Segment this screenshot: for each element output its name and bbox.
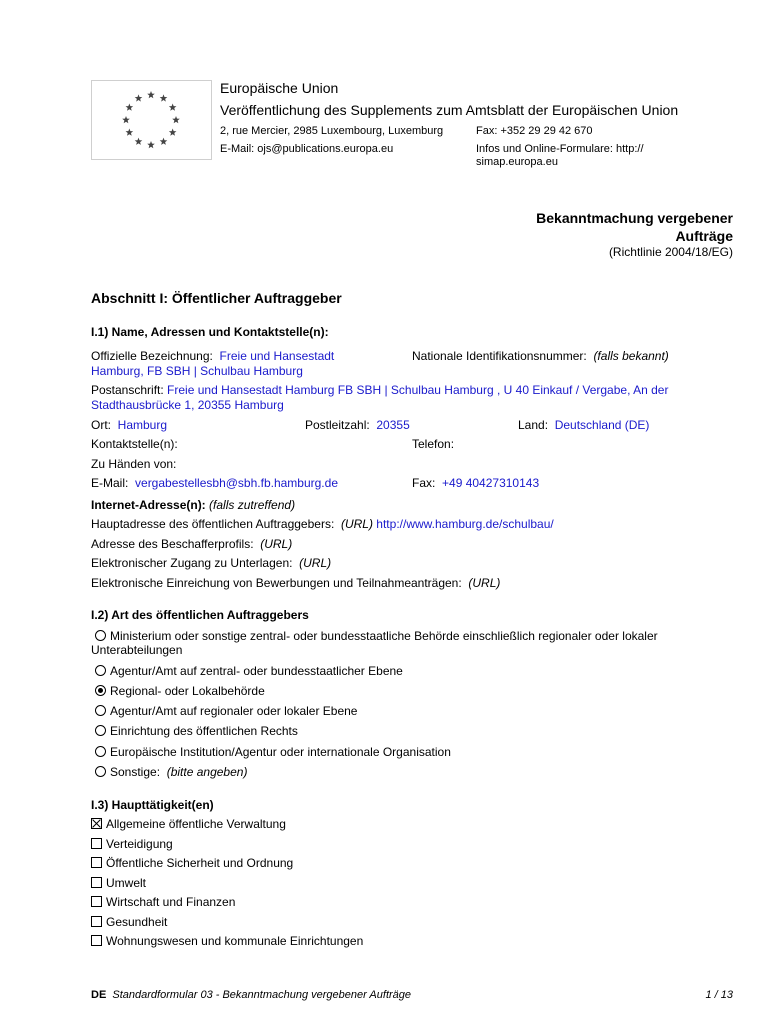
postal-address-value-cont: Stadthausbrücke 1, 20355 Hamburg — [91, 398, 284, 412]
star-icon — [147, 91, 155, 98]
internet-hint: (falls zutreffend) — [209, 498, 296, 512]
electronic-submission-label: Elektronische Einreichung von Bewerbungen und Teilnahmeanträgen: — [91, 576, 462, 590]
authority-option[interactable] — [95, 724, 298, 738]
national-id-hint: (falls bekannt) — [593, 349, 669, 363]
publisher-infos-url: simap.europa.eu — [476, 156, 558, 168]
radio-icon[interactable] — [95, 705, 106, 716]
star-icon — [160, 94, 168, 101]
activity-label: Wirtschaft und Finanzen — [106, 895, 236, 909]
authority-option[interactable] — [95, 664, 403, 678]
activity-item[interactable] — [91, 895, 235, 909]
doc-title-line1: Bekanntmachung vergebener — [536, 210, 733, 226]
country-row — [518, 418, 649, 432]
official-name-label: Offizielle Bezeichnung: — [91, 349, 213, 363]
checkbox-icon[interactable] — [91, 877, 102, 888]
star-icon — [172, 116, 180, 123]
eu-flag-logo — [91, 80, 212, 160]
publication-subtitle: Veröffentlichung des Supplements zum Amtsblatt der Europäischen Union — [220, 102, 679, 118]
authority-option-ministry[interactable] — [95, 629, 658, 643]
authority-option[interactable] — [95, 684, 265, 698]
publisher-fax: Fax: +352 29 29 42 670 — [476, 125, 593, 137]
star-icon — [122, 116, 130, 123]
activity-item[interactable] — [91, 934, 363, 948]
option-label: Ministerium oder sonstige zentral- oder bundesstaatliche Behörde einschließlich regionaler oder lokaler — [110, 629, 658, 643]
star-icon — [135, 138, 143, 145]
email-value: vergabestellesbh@sbh.fb.hamburg.de — [135, 476, 338, 490]
publisher-email: E-Mail: ojs@publications.europa.eu — [220, 143, 394, 155]
eu-stars-icon — [92, 81, 211, 159]
checkbox-icon[interactable] — [91, 896, 102, 907]
url-hint: (URL) — [468, 576, 501, 590]
phone-label: Telefon: — [412, 437, 455, 451]
activity-item[interactable] — [91, 837, 173, 851]
radio-icon[interactable] — [95, 630, 106, 641]
radio-icon[interactable] — [95, 766, 106, 777]
checkbox-icon[interactable] — [91, 857, 102, 868]
option-label: Regional- oder Lokalbehörde — [110, 684, 265, 698]
country-label: Land: — [518, 418, 549, 432]
zip-value: 20355 — [376, 418, 410, 432]
official-name-value-cont: Hamburg, FB SBH | Schulbau Hamburg — [91, 364, 303, 378]
publisher-address: 2, rue Mercier, 2985 Luxembourg, Luxemburg — [220, 125, 444, 137]
email-label: E-Mail: — [91, 476, 129, 490]
fax-row — [412, 476, 539, 490]
national-id-row — [412, 349, 669, 363]
postal-address-label: Postanschrift: — [91, 383, 164, 397]
radio-icon[interactable] — [95, 746, 106, 757]
activity-item[interactable] — [91, 915, 167, 929]
authority-option[interactable] — [95, 704, 357, 718]
footer-lang: DE — [91, 989, 107, 1001]
postal-address-value: Freie und Hansestadt Hamburg FB SBH | Schulbau Hamburg , U 40 Einkauf / Vergabe, An der — [167, 383, 669, 397]
authority-option[interactable] — [95, 745, 451, 759]
option-label: Agentur/Amt auf zentral- oder bundesstaatlicher Ebene — [110, 664, 403, 678]
other-hint: (bitte angeben) — [166, 765, 248, 779]
star-icon — [147, 141, 155, 148]
official-name-value: Freie und Hansestadt — [219, 349, 335, 363]
activity-item[interactable] — [91, 817, 286, 831]
publisher-infos: Infos und Online-Formulare: http:// — [476, 143, 644, 155]
electronic-access-row — [91, 556, 331, 570]
country-value: Deutschland (DE) — [554, 418, 650, 432]
radio-icon[interactable] — [95, 725, 106, 736]
official-name-row — [91, 349, 334, 363]
section-heading: Abschnitt I: Öffentlicher Auftraggeber — [91, 290, 342, 306]
activity-label: Wohnungswesen und kommunale Einrichtungen — [106, 934, 364, 948]
electronic-access-label: Elektronischer Zugang zu Unterlagen: — [91, 556, 293, 570]
authority-option-other[interactable] — [95, 765, 247, 779]
star-icon — [169, 129, 177, 136]
star-icon — [126, 129, 134, 136]
national-id-label: Nationale Identifikationsnummer: — [412, 349, 587, 363]
activity-item[interactable] — [91, 876, 146, 890]
url-hint: (URL) — [340, 517, 373, 531]
checkbox-icon[interactable] — [91, 818, 102, 829]
checkbox-icon[interactable] — [91, 916, 102, 927]
city-label: Ort: — [91, 418, 111, 432]
footer-form — [91, 989, 411, 1001]
city-value: Hamburg — [117, 418, 168, 432]
activity-label: Verteidigung — [106, 837, 173, 851]
url-hint: (URL) — [260, 537, 293, 551]
activity-label: Umwelt — [106, 876, 147, 890]
star-icon — [135, 94, 143, 101]
email-row — [91, 476, 338, 490]
checkbox-icon[interactable] — [91, 935, 102, 946]
subsection-heading: I.1) Name, Adressen und Kontaktstelle(n): — [91, 325, 329, 339]
directive-reference: (Richtlinie 2004/18/EG) — [608, 245, 733, 259]
org-name: Europäische Union — [220, 80, 339, 96]
contact-label: Kontaktstelle(n): — [91, 437, 178, 451]
attention-label: Zu Händen von: — [91, 457, 177, 471]
activity-label: Öffentliche Sicherheit und Ordnung — [106, 856, 294, 870]
option-label: Agentur/Amt auf regionaler oder lokaler Ebene — [110, 704, 358, 718]
subsection-heading-i3: I.3) Haupttätigkeit(en) — [91, 798, 214, 812]
url-hint: (URL) — [299, 556, 332, 570]
option-label: Sonstige: — [110, 765, 161, 779]
main-address-label: Hauptadresse des öffentlichen Auftraggebers: — [91, 517, 335, 531]
star-icon — [169, 104, 177, 111]
electronic-submission-row — [91, 576, 500, 590]
page-number: 1 / 13 — [705, 989, 733, 1001]
activity-item[interactable] — [91, 856, 293, 870]
activity-label: Gesundheit — [106, 915, 168, 929]
buyer-profile-row — [91, 537, 292, 551]
fax-label: Fax: — [412, 476, 436, 490]
internet-row — [91, 498, 295, 512]
radio-icon[interactable] — [95, 665, 106, 676]
option-label: Europäische Institution/Agentur oder internationale Organisation — [110, 745, 451, 759]
city-row — [91, 418, 167, 432]
option-label: Einrichtung des öffentlichen Rechts — [110, 724, 298, 738]
footer-form-name: Standardformular 03 - Bekanntmachung vergebener Aufträge — [112, 989, 412, 1001]
star-icon — [126, 104, 134, 111]
option-label-cont: Unterabteilungen — [91, 643, 183, 657]
postal-address-row — [91, 383, 668, 397]
fax-value: +49 40427310143 — [442, 476, 540, 490]
checkbox-icon[interactable] — [91, 838, 102, 849]
activity-label: Allgemeine öffentliche Verwaltung — [106, 817, 286, 831]
subsection-heading-i2: I.2) Art des öffentlichen Auftraggebers — [91, 608, 309, 622]
main-address-row — [91, 517, 554, 531]
main-address-link[interactable]: http://www.hamburg.de/schulbau/ — [376, 517, 554, 531]
star-icon — [160, 138, 168, 145]
zip-row — [305, 418, 410, 432]
radio-icon[interactable] — [95, 685, 106, 696]
buyer-profile-label: Adresse des Beschafferprofils: — [91, 537, 254, 551]
internet-label: Internet-Adresse(n): — [91, 498, 206, 512]
zip-label: Postleitzahl: — [305, 418, 370, 432]
doc-title-line2: Aufträge — [675, 228, 733, 244]
